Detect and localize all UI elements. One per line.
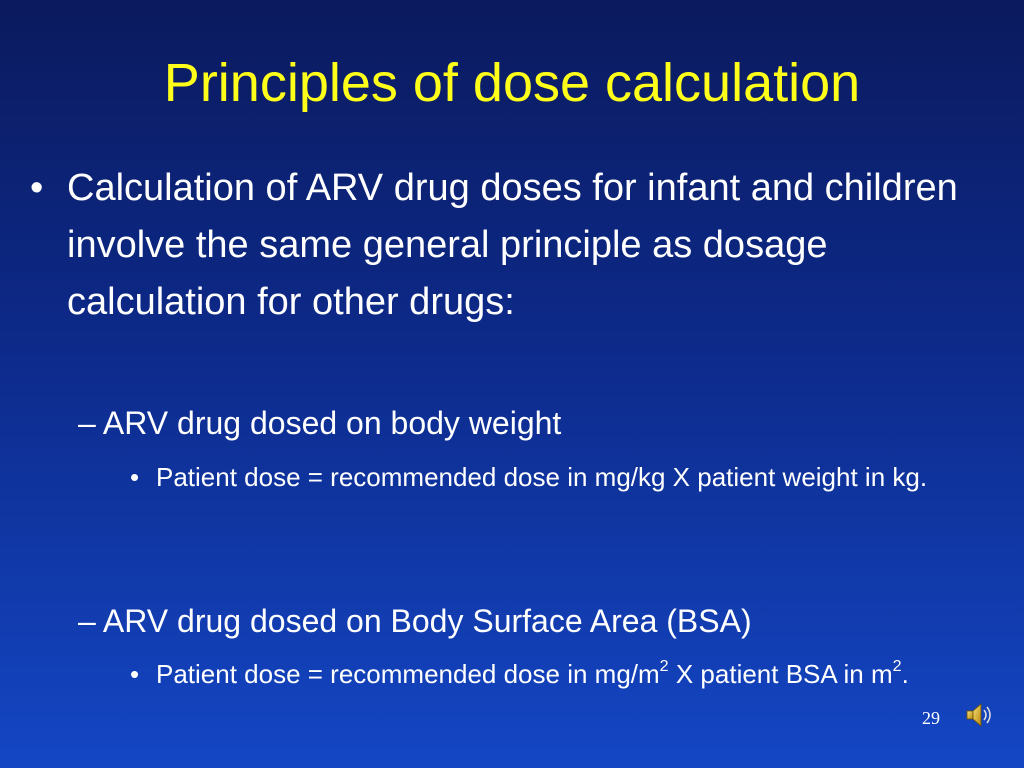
- bullet-marker: •: [130, 659, 140, 689]
- superscript: 2: [659, 656, 669, 675]
- superscript: 2: [892, 656, 902, 675]
- detail-text-part: .: [901, 659, 909, 689]
- bullet-marker: •: [130, 462, 140, 492]
- detail-bullet-bsa: [130, 655, 1000, 694]
- slide-title: Principles of dose calculation: [163, 53, 861, 113]
- detail-bullet-body-weight: [130, 458, 1000, 497]
- detail-text-part: X patient BSA in m: [668, 659, 893, 689]
- sub-bullet-bsa: – ARV drug dosed on Body Surface Area (BSA): [78, 603, 752, 639]
- main-bullet: [30, 160, 1000, 331]
- bullet-marker: •: [30, 167, 44, 209]
- detail-text-body-weight: Patient dose = recommended dose in mg/kg X patient weight in kg.: [156, 462, 928, 492]
- speaker-icon[interactable]: [964, 700, 994, 730]
- main-bullet-text: Calculation of ARV drug doses for infant and children involve the same general principle as dosage calculation for other drugs:: [67, 167, 958, 323]
- detail-text-part: Patient dose = recommended dose in mg/m: [156, 659, 660, 689]
- sub-bullet-body-weight: – ARV drug dosed on body weight: [78, 405, 562, 441]
- detail-text-bsa: [156, 655, 1000, 694]
- page-number: 29: [922, 708, 940, 728]
